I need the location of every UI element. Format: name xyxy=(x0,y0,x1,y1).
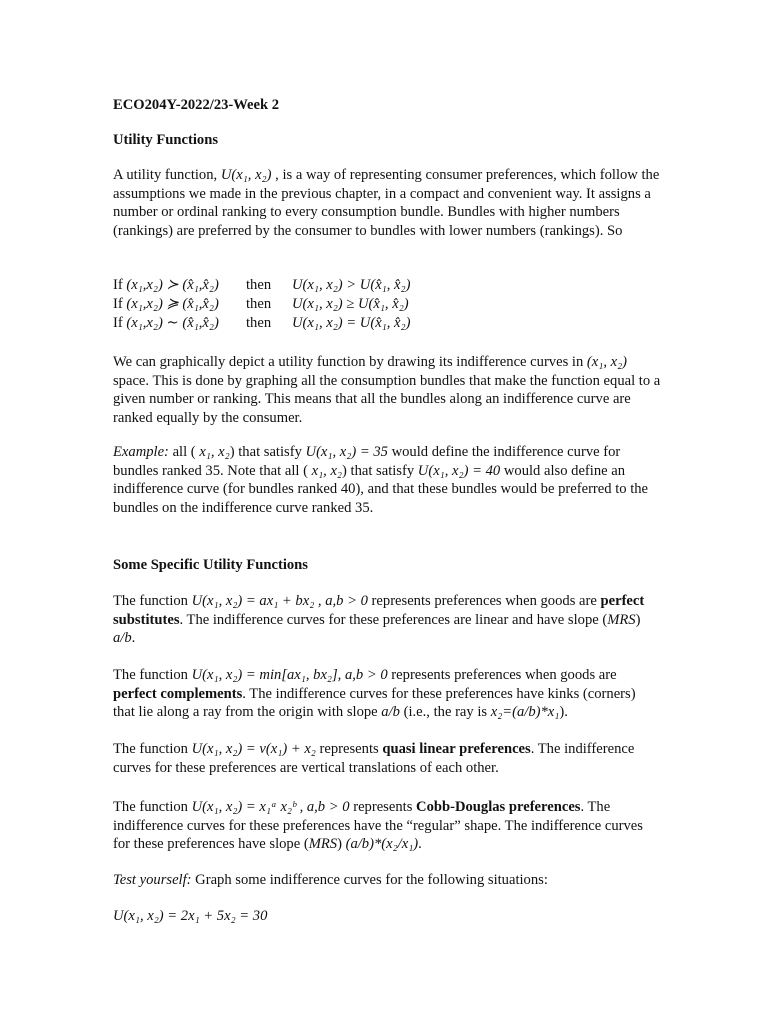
quasi-linear-paragraph: The function U(x₁, x₂) = v(x₁) + x₂ represents quasi linear preferences. The indifference curves for these preferences are vertical translations of each other. xyxy=(113,741,635,776)
relation-row: If (x₁,x₂) ≽ (x̂₁,x̂₂) then U(x₁, x₂) ≥ U(x̂₁, x̂₂) xyxy=(113,296,409,312)
test-yourself-paragraph: Test yourself: Graph some indifference curves for the following situations: xyxy=(113,872,548,888)
preference-relations xyxy=(113,276,661,333)
relation-row: If (x₁,x₂) ≻ (x̂₁,x̂₂) then U(x₁, x₂) > U(x̂₁, x̂₂) xyxy=(113,277,411,293)
utility-function-notation: U(x₁, x₂) xyxy=(220,167,272,183)
graphical-depiction-paragraph: We can graphically depict a utility function by drawing its indifference curves in (x₁, x₂) space. This is done by graphing all the consumption bundles that make the function equal to a given number or ranking. This means that all the bundles along an indifference curve are ranked equally by the consumer. xyxy=(113,354,661,426)
exercise-equation: U(x₁, x₂) = 2x₁ + 5x₂ = 30 xyxy=(113,908,268,924)
example-paragraph: Example: all ( x₁, x₂) that satisfy U(x₁, x₂) = 35 would define the indifference curve for bundles ranked 35. Note that all ( x₁, x₂) that satisfy U(x₁, x₂) = 40 would also define an indifference curve (for bundles ranked 40), and that these bundles would be preferred to the bundles on the indifference curve ranked 35. xyxy=(113,444,649,516)
intro-paragraph: A utility function, U(x₁, x₂) , is a way of representing consumer preferences, which follow the assumptions we made in the previous chapter, in a compact and convenient way. It assigns a number or ordinal ranking to every consumption bundle. Bundles with higher numbers (rankings) are preferred by the consumer to bundles with lower numbers (rankings). So xyxy=(113,167,660,239)
relation-row: If (x₁,x₂) ∼ (x̂₁,x̂₂) then U(x₁, x₂) = U(x̂₁, x̂₂) xyxy=(113,315,411,331)
example-label: Example: xyxy=(113,444,169,460)
document-header: ECO204Y-2022/23-Week 2 xyxy=(113,97,280,113)
cobb-douglas-paragraph: The function U(x₁, x₂) = x₁ᵃ x₂ᵇ , a,b > 0 represents Cobb-Douglas preferences. The indifference curves for these preferences have the “regular” shape. The indifference curves for these preferences have slope (MRS) (a/b)*(x₂/x₁). xyxy=(113,799,643,853)
test-yourself-label: Test yourself: xyxy=(113,872,192,888)
perfect-complements-paragraph: The function U(x₁, x₂) = min[ax₁, bx₂], a,b > 0 represents preferences when goods are perfect complements. The indifference curves for these preferences have kinks (corners) that lie along a ray from the origin with slope a/b (i.e., the ray is x₂=(a/b)*x₁). xyxy=(113,667,636,721)
section-title-utility-functions: Utility Functions xyxy=(113,132,218,148)
perfect-substitutes-paragraph: The function U(x₁, x₂) = ax₁ + bx₂ , a,b > 0 represents preferences when goods are perfect substitutes. The indifference curves for these preferences are linear and have slope (MRS) a/b. xyxy=(113,593,645,647)
section-title-specific-utility-functions: Some Specific Utility Functions xyxy=(113,557,308,573)
